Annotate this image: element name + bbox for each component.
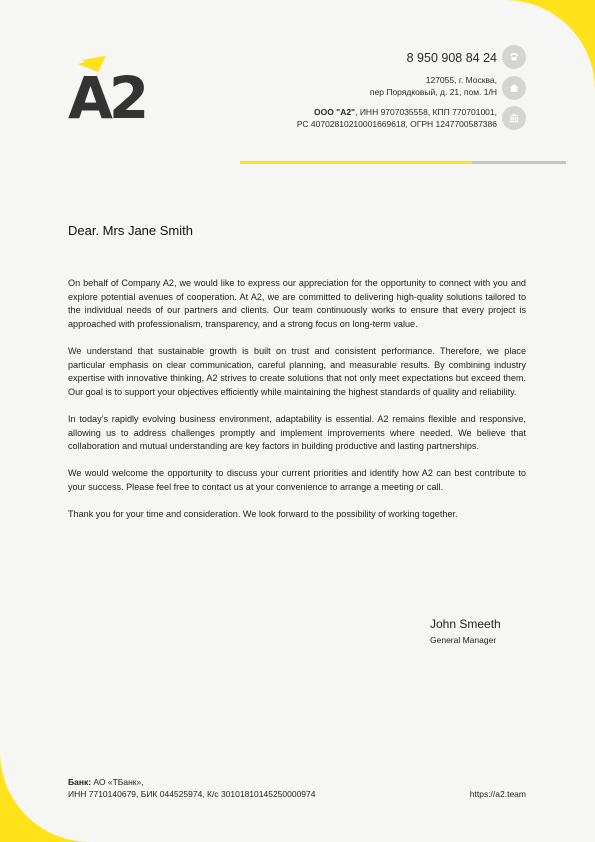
signature-name: John Smeeth — [430, 617, 501, 631]
bank-line-1 — [68, 777, 315, 789]
letter-body — [68, 277, 526, 535]
paragraph-5: Thank you for your time and consideration. We look forward to the possibility of working together. — [68, 509, 458, 520]
signature-title: General Manager — [430, 635, 497, 645]
logo-text: A2 — [68, 64, 146, 132]
phone-icon — [502, 45, 526, 69]
paragraph-4: We would welcome the opportunity to discuss your current priorities and identify how A2 can best contribute to your success. Please feel free to contact us at your convenience to arrange a meeting or call. — [68, 468, 526, 492]
home-icon — [502, 76, 526, 100]
address-line-1: 127055, г. Москва, — [425, 75, 497, 85]
greeting: Dear. Mrs Jane Smith — [68, 223, 193, 238]
company-name: ООО "A2" — [313, 107, 356, 117]
bank-name: АО «ТБанк», — [91, 777, 144, 787]
company-logo — [68, 54, 152, 130]
bank-icon — [502, 106, 526, 130]
website-link[interactable]: https://a2.team — [469, 789, 526, 799]
header-divider-gray — [472, 161, 566, 164]
bank-details — [68, 777, 315, 800]
paragraph-3: In today’s rapidly evolving business environment, adaptability is essential. A2 remains flexible and responsive, allowing us to address challenges promptly and implement improvements where needed. We believe that collaboration and mutual understanding are key factors in building productive and lasting partnerships. — [68, 413, 526, 452]
company-line-1-rest: , ИНН 9707035558, КПП 770701001, — [355, 107, 497, 117]
address-line-2: пер Порядковый, д. 21, пом. 1/Н — [369, 87, 497, 97]
paragraph-1: On behalf of Company A2, we would like to express our appreciation for the opportunity to connect with you and explore potential avenues of cooperation. At A2, we are committed to delivering high-quality solutions tailored to the individual needs of our partners and clients. Our team continuously works to ensure that every project is approached with professionalism, transparency, and a strong focus on long-term value. — [68, 278, 526, 329]
bank-label: Банк: — [68, 777, 92, 787]
header-divider-yellow — [240, 161, 472, 164]
company-line-2: РС 40702810210001669618, ОГРН 1247700587386 — [296, 119, 497, 129]
phone-number: 8 950 908 84 24 — [406, 51, 497, 65]
bank-line-2: ИНН 7710140679, БИК 044525974, К/с 30101810145250000974 — [68, 788, 316, 799]
company-line-1 — [314, 107, 497, 118]
paragraph-2: We understand that sustainable growth is built on trust and consistent performance. Therefore, we place particular emphasis on clear communication, careful planning, and measurable results. By combining industry expertise with innovative thinking, A2 strives to create solutions that not only meet expectations but exceed them. Our goal is to support your objectives efficiently while maintaining the highest standards of quality and reliability. — [68, 345, 526, 397]
